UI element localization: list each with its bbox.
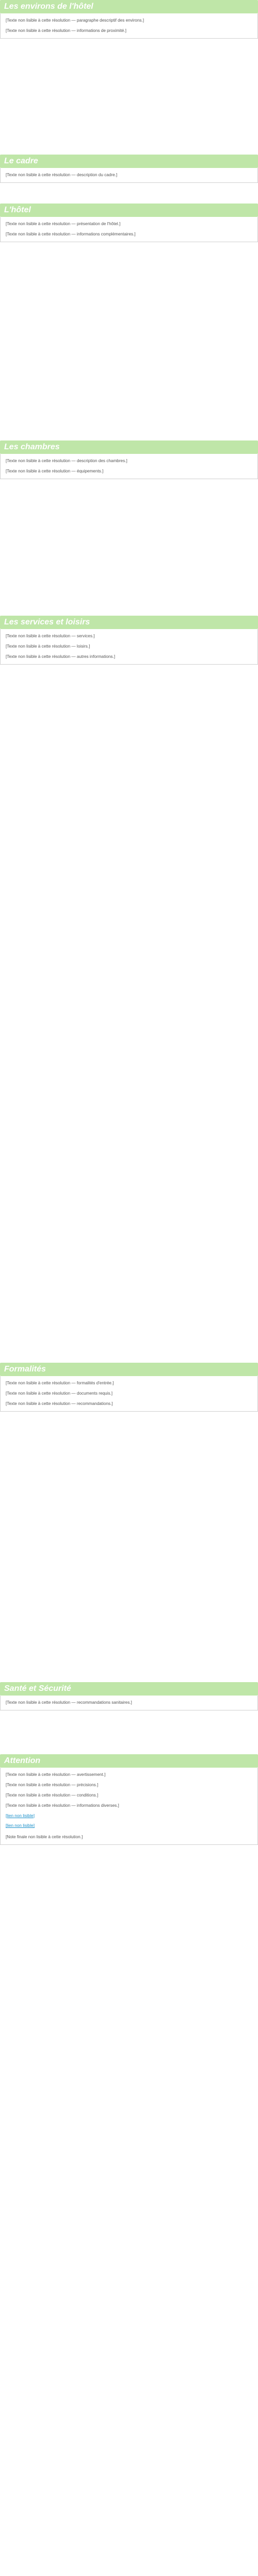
section-title: Les environs de l'hôtel bbox=[0, 0, 258, 13]
paragraph: [Texte non lisible à cette résolution — documents requis.] bbox=[6, 1391, 113, 1396]
section-title: Santé et Sécurité bbox=[0, 1682, 258, 1696]
section-box bbox=[0, 13, 258, 39]
paragraph: [Texte non lisible à cette résolution — précisions.] bbox=[6, 1782, 99, 1787]
section-box bbox=[0, 1768, 258, 1845]
paragraph: [Texte non lisible à cette résolution — description du cadre.] bbox=[6, 173, 118, 177]
section-box bbox=[0, 168, 258, 183]
paragraph: [Texte non lisible à cette résolution — présentation de l'hôtel.] bbox=[6, 222, 121, 226]
paragraph: [Texte non lisible à cette résolution — loisirs.] bbox=[6, 643, 90, 649]
section-box bbox=[0, 1696, 258, 1710]
section-title: Les services et loisirs bbox=[0, 616, 258, 629]
paragraph: [Texte non lisible à cette résolution — avertissement.] bbox=[6, 1772, 106, 1777]
link-row bbox=[6, 1823, 252, 1829]
section-environs bbox=[0, 0, 258, 149]
section-title: Les chambres bbox=[0, 440, 258, 454]
section-cadre bbox=[0, 155, 258, 198]
paragraph: [Texte non lisible à cette résolution — services.] bbox=[6, 634, 95, 638]
section-box bbox=[0, 629, 258, 665]
paragraph: [Texte non lisible à cette résolution — recommandations.] bbox=[6, 1401, 113, 1406]
note: [Note finale non lisible à cette résolution.] bbox=[6, 1835, 83, 1840]
paragraph: [Texte non lisible à cette résolution — informations de proximité.] bbox=[6, 28, 126, 33]
links-list bbox=[6, 1813, 252, 1829]
paragraph: [Texte non lisible à cette résolution — équipements.] bbox=[6, 468, 104, 473]
section-formalites bbox=[0, 1363, 258, 1677]
section-title: Formalités bbox=[0, 1363, 258, 1376]
section-services bbox=[0, 616, 258, 1358]
link-row bbox=[6, 1813, 252, 1819]
paragraph: [Texte non lisible à cette résolution — autres informations.] bbox=[6, 654, 116, 659]
link[interactable]: [lien non lisible] bbox=[6, 1823, 35, 1828]
paragraph: [Texte non lisible à cette résolution — recommandations sanitaires.] bbox=[6, 1700, 132, 1705]
section-hotel bbox=[0, 204, 258, 435]
paragraph: [Texte non lisible à cette résolution — conditions.] bbox=[6, 1792, 99, 1798]
paragraph: [Texte non lisible à cette résolution — paragraphe descriptif des environs.] bbox=[6, 18, 144, 23]
section-chambres bbox=[0, 440, 258, 611]
section-sante bbox=[0, 1682, 258, 1749]
paragraph: [Texte non lisible à cette résolution — informations complémentaires.] bbox=[6, 231, 136, 236]
section-box bbox=[0, 454, 258, 479]
section-title: Le cadre bbox=[0, 155, 258, 168]
paragraph: [Texte non lisible à cette résolution — description des chambres.] bbox=[6, 459, 127, 463]
section-box bbox=[0, 1376, 258, 1412]
section-title: Attention bbox=[0, 1754, 258, 1768]
section-title: L'hôtel bbox=[0, 204, 258, 217]
paragraph: [Texte non lisible à cette résolution — formalités d'entrée.] bbox=[6, 1381, 114, 1385]
link[interactable]: [lien non lisible] bbox=[6, 1813, 35, 1818]
paragraph: [Texte non lisible à cette résolution — informations diverses.] bbox=[6, 1803, 119, 1808]
section-box bbox=[0, 217, 258, 242]
section-attention bbox=[0, 1754, 258, 2501]
